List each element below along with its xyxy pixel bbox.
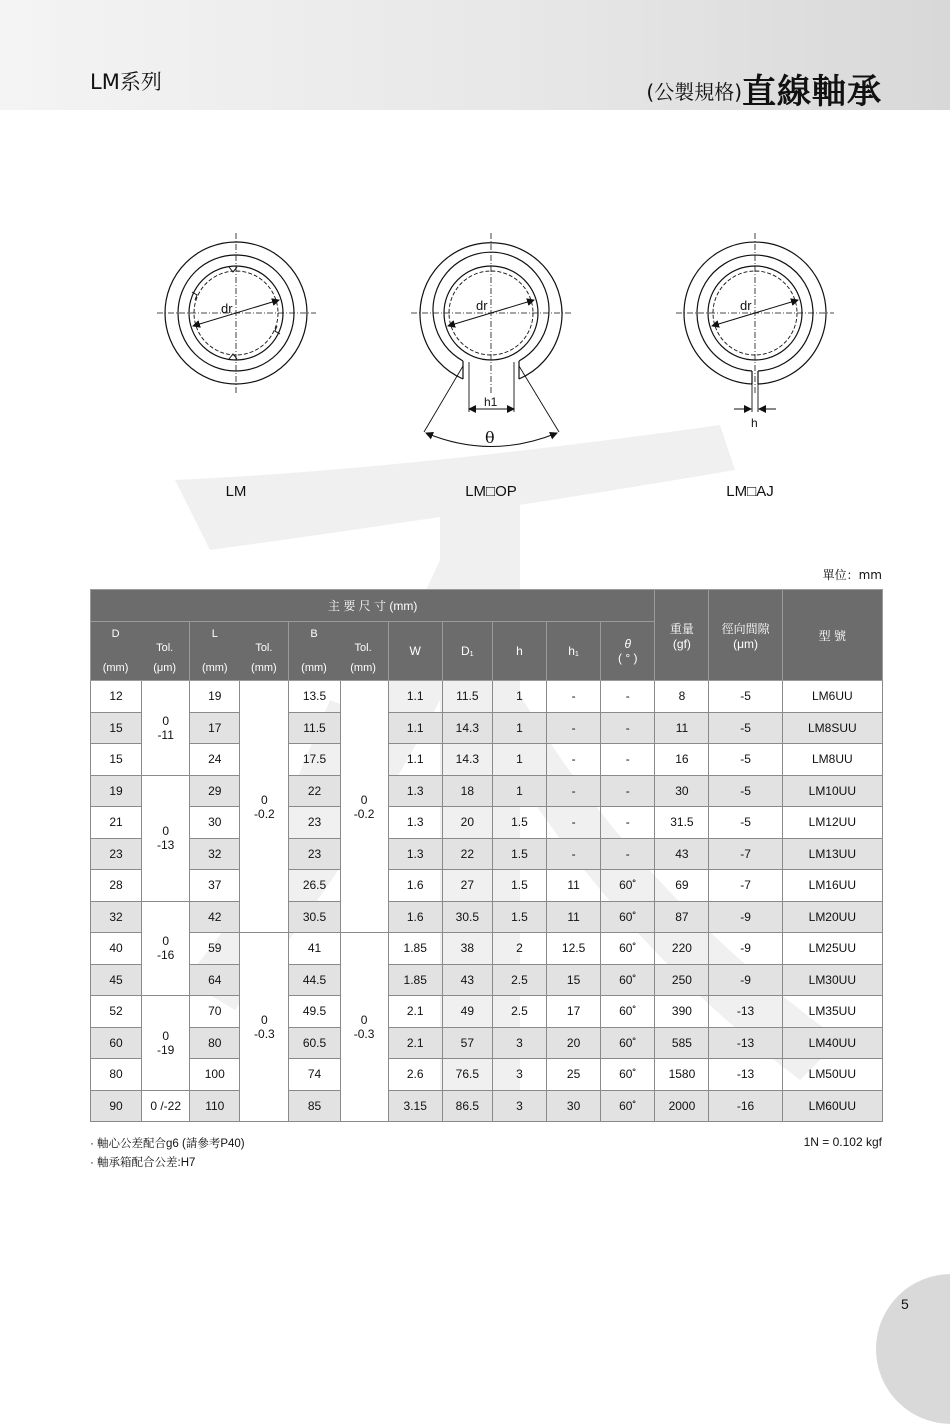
cell-weight: 8 <box>655 681 709 713</box>
cell-h: 1 <box>492 681 546 713</box>
table-row <box>91 744 883 776</box>
table-row <box>91 775 883 807</box>
cell-D: 15 <box>91 712 142 744</box>
cell-model: LM50UU <box>782 1059 882 1091</box>
spec-table <box>90 589 883 1122</box>
cell-B: 13.5 <box>289 681 340 713</box>
cell-D: 12 <box>91 681 142 713</box>
cell-clearance: -13 <box>709 1059 782 1091</box>
cell-theta: 60˚ <box>601 996 655 1028</box>
cell-model: LM10UU <box>782 775 882 807</box>
cell-D: 23 <box>91 838 142 870</box>
header-h: h <box>492 622 546 681</box>
cell-h1: 11 <box>547 901 601 933</box>
diagram-label-lm: LM <box>225 483 247 500</box>
cell-B: 44.5 <box>289 964 340 996</box>
cell-B: 41 <box>289 933 340 965</box>
header-D1: D₁ <box>442 622 492 681</box>
cell-clearance: -16 <box>709 1090 782 1122</box>
cell-h1: 25 <box>547 1059 601 1091</box>
cell-model: LM60UU <box>782 1090 882 1122</box>
cell-tol-D: 0 -16 <box>142 901 190 996</box>
cell-theta: - <box>601 807 655 839</box>
cell-model: LM40UU <box>782 1027 882 1059</box>
cell-D: 21 <box>91 807 142 839</box>
cell-D1: 14.3 <box>442 744 492 776</box>
header-main-dimensions: 主 要 尺 寸 (mm) <box>91 590 655 622</box>
cell-model: LM13UU <box>782 838 882 870</box>
header-model: 型 號 <box>782 590 882 681</box>
cell-theta: 60˚ <box>601 870 655 902</box>
cell-h1: 20 <box>547 1027 601 1059</box>
cell-B: 30.5 <box>289 901 340 933</box>
cell-B: 22 <box>289 775 340 807</box>
cell-B: 11.5 <box>289 712 340 744</box>
cell-clearance: -9 <box>709 901 782 933</box>
cell-weight: 87 <box>655 901 709 933</box>
cell-W: 2.1 <box>388 1027 442 1059</box>
cell-D1: 38 <box>442 933 492 965</box>
cell-weight: 585 <box>655 1027 709 1059</box>
cell-h: 3 <box>492 1090 546 1122</box>
cell-weight: 31.5 <box>655 807 709 839</box>
cell-h1: - <box>547 807 601 839</box>
table-row <box>91 870 883 902</box>
cell-weight: 250 <box>655 964 709 996</box>
cell-L: 70 <box>190 996 240 1028</box>
cell-clearance: -5 <box>709 807 782 839</box>
cell-model: LM25UU <box>782 933 882 965</box>
page-title-main: 直線軸承 <box>742 72 882 112</box>
cell-D1: 49 <box>442 996 492 1028</box>
notes <box>90 1135 245 1173</box>
cell-h1: 30 <box>547 1090 601 1122</box>
note-shaft: · 軸心公差配合g6 (請參考P40) <box>90 1138 245 1150</box>
unit-note: 單位：mm <box>822 568 882 582</box>
cell-model: LM12UU <box>782 807 882 839</box>
cell-B: 85 <box>289 1090 340 1122</box>
cell-tol-B: 0 -0.3 <box>340 933 388 1122</box>
cell-model: LM30UU <box>782 964 882 996</box>
cell-tol-D: 0 -11 <box>142 681 190 776</box>
header-W: W <box>388 622 442 681</box>
cell-L: 17 <box>190 712 240 744</box>
cell-h: 3 <box>492 1027 546 1059</box>
cell-h: 3 <box>492 1059 546 1091</box>
cell-tol-L: 0 -0.2 <box>240 681 289 933</box>
cell-D1: 20 <box>442 807 492 839</box>
cell-B: 74 <box>289 1059 340 1091</box>
table-row <box>91 964 883 996</box>
cell-h: 2.5 <box>492 964 546 996</box>
dr-label-op: dr <box>476 298 488 313</box>
cell-W: 1.6 <box>388 901 442 933</box>
cell-model: LM8SUU <box>782 712 882 744</box>
cell-weight: 11 <box>655 712 709 744</box>
cell-theta: 60˚ <box>601 1027 655 1059</box>
cell-B: 23 <box>289 807 340 839</box>
cell-weight: 2000 <box>655 1090 709 1122</box>
cell-clearance: -9 <box>709 933 782 965</box>
cell-weight: 220 <box>655 933 709 965</box>
cell-tol-L: 0 -0.3 <box>240 933 289 1122</box>
cell-model: LM35UU <box>782 996 882 1028</box>
cell-theta: 60˚ <box>601 964 655 996</box>
cell-h: 1.5 <box>492 901 546 933</box>
cell-theta: - <box>601 838 655 870</box>
cell-h1: - <box>547 744 601 776</box>
cell-clearance: -7 <box>709 838 782 870</box>
cell-L: 110 <box>190 1090 240 1122</box>
series-title: LM系列 <box>90 70 162 94</box>
cell-D: 60 <box>91 1027 142 1059</box>
dr-label-lm: dr <box>221 301 233 316</box>
cell-W: 2.6 <box>388 1059 442 1091</box>
table-row <box>91 807 883 839</box>
cell-L: 100 <box>190 1059 240 1091</box>
theta-label: θ <box>485 428 495 447</box>
cell-weight: 30 <box>655 775 709 807</box>
cell-L: 59 <box>190 933 240 965</box>
cell-h: 1.5 <box>492 870 546 902</box>
cell-theta: 60˚ <box>601 933 655 965</box>
cell-D: 40 <box>91 933 142 965</box>
cell-weight: 69 <box>655 870 709 902</box>
unit-conversion: 1N = 0.102 kgf <box>803 1135 882 1149</box>
cell-h: 2 <box>492 933 546 965</box>
cell-h1: - <box>547 681 601 713</box>
cell-clearance: -13 <box>709 1027 782 1059</box>
diagram-lm <box>157 233 316 395</box>
cell-clearance: -7 <box>709 870 782 902</box>
cell-weight: 16 <box>655 744 709 776</box>
cell-W: 2.1 <box>388 996 442 1028</box>
cell-L: 37 <box>190 870 240 902</box>
cell-model: LM20UU <box>782 901 882 933</box>
table-row <box>91 1027 883 1059</box>
dr-label-aj: dr <box>740 298 752 313</box>
cell-L: 32 <box>190 838 240 870</box>
cell-tol-B: 0 -0.2 <box>340 681 388 933</box>
cell-tol-D: 0 -13 <box>142 775 190 901</box>
bearing-diagrams <box>0 0 950 560</box>
cell-weight: 1580 <box>655 1059 709 1091</box>
cell-h: 1.5 <box>492 807 546 839</box>
table-row <box>91 933 883 965</box>
cell-clearance: -13 <box>709 996 782 1028</box>
cell-W: 3.15 <box>388 1090 442 1122</box>
cell-D1: 57 <box>442 1027 492 1059</box>
cell-W: 1.1 <box>388 712 442 744</box>
cell-tol-D: 0 -19 <box>142 996 190 1091</box>
cell-D: 19 <box>91 775 142 807</box>
cell-clearance: -9 <box>709 964 782 996</box>
cell-D: 90 <box>91 1090 142 1122</box>
cell-h1: 11 <box>547 870 601 902</box>
cell-h1: - <box>547 838 601 870</box>
cell-D: 32 <box>91 901 142 933</box>
header-clearance: 徑向間隙 (μm) <box>709 590 782 681</box>
cell-model: LM16UU <box>782 870 882 902</box>
cell-clearance: -5 <box>709 744 782 776</box>
diagram-lm-aj <box>676 233 834 430</box>
cell-D1: 43 <box>442 964 492 996</box>
cell-model: LM8UU <box>782 744 882 776</box>
cell-L: 80 <box>190 1027 240 1059</box>
cell-W: 1.6 <box>388 870 442 902</box>
header-h1: h₁ <box>547 622 601 681</box>
cell-theta: - <box>601 744 655 776</box>
table-row <box>91 838 883 870</box>
diagram-lm-op <box>411 233 571 447</box>
page-number: 5 <box>901 1296 909 1312</box>
cell-L: 30 <box>190 807 240 839</box>
cell-tol-D: 0 /-22 <box>142 1090 190 1122</box>
cell-W: 1.1 <box>388 744 442 776</box>
cell-W: 1.85 <box>388 964 442 996</box>
cell-D1: 27 <box>442 870 492 902</box>
header-weight: 重量 (gf) <box>655 590 709 681</box>
cell-W: 1.3 <box>388 775 442 807</box>
cell-h: 1.5 <box>492 838 546 870</box>
page-title-sub: (公製規格) <box>646 80 742 104</box>
cell-h: 1 <box>492 775 546 807</box>
cell-D1: 11.5 <box>442 681 492 713</box>
cell-h1: - <box>547 775 601 807</box>
cell-W: 1.3 <box>388 807 442 839</box>
cell-D: 80 <box>91 1059 142 1091</box>
note-housing: · 軸承箱配合公差:H7 <box>90 1157 196 1169</box>
cell-h1: 12.5 <box>547 933 601 965</box>
cell-theta: - <box>601 775 655 807</box>
cell-L: 42 <box>190 901 240 933</box>
cell-D1: 14.3 <box>442 712 492 744</box>
table-row <box>91 1059 883 1091</box>
cell-B: 60.5 <box>289 1027 340 1059</box>
cell-B: 17.5 <box>289 744 340 776</box>
cell-theta: - <box>601 681 655 713</box>
cell-theta: 60˚ <box>601 1059 655 1091</box>
cell-h1: 17 <box>547 996 601 1028</box>
table-row <box>91 681 883 713</box>
cell-clearance: -5 <box>709 712 782 744</box>
h-label: h <box>751 416 758 430</box>
diagram-label-lm-op: LM□OP <box>465 483 517 500</box>
cell-theta: 60˚ <box>601 901 655 933</box>
cell-theta: - <box>601 712 655 744</box>
cell-clearance: -5 <box>709 775 782 807</box>
cell-L: 64 <box>190 964 240 996</box>
cell-L: 19 <box>190 681 240 713</box>
cell-D1: 86.5 <box>442 1090 492 1122</box>
cell-D1: 76.5 <box>442 1059 492 1091</box>
table-row <box>91 996 883 1028</box>
cell-h1: - <box>547 712 601 744</box>
table-row <box>91 712 883 744</box>
table-row <box>91 1090 883 1122</box>
cell-h: 1 <box>492 744 546 776</box>
cell-D1: 22 <box>442 838 492 870</box>
cell-D: 52 <box>91 996 142 1028</box>
cell-h: 1 <box>492 712 546 744</box>
cell-D: 45 <box>91 964 142 996</box>
cell-L: 29 <box>190 775 240 807</box>
header-theta: θ ( ° ) <box>601 622 655 681</box>
cell-B: 23 <box>289 838 340 870</box>
cell-B: 26.5 <box>289 870 340 902</box>
header-D: D Tol. (mm) (μm) <box>91 622 190 681</box>
cell-D1: 18 <box>442 775 492 807</box>
cell-h: 2.5 <box>492 996 546 1028</box>
header-B: B Tol. (mm) (mm) <box>289 622 388 681</box>
cell-weight: 43 <box>655 838 709 870</box>
cell-theta: 60˚ <box>601 1090 655 1122</box>
cell-W: 1.1 <box>388 681 442 713</box>
cell-D: 28 <box>91 870 142 902</box>
cell-W: 1.85 <box>388 933 442 965</box>
cell-weight: 390 <box>655 996 709 1028</box>
cell-model: LM6UU <box>782 681 882 713</box>
cell-clearance: -5 <box>709 681 782 713</box>
cell-D: 15 <box>91 744 142 776</box>
diagram-label-lm-aj: LM□AJ <box>726 483 774 500</box>
cell-D1: 30.5 <box>442 901 492 933</box>
cell-W: 1.3 <box>388 838 442 870</box>
cell-L: 24 <box>190 744 240 776</box>
header-L: L Tol. (mm) (mm) <box>190 622 289 681</box>
cell-B: 49.5 <box>289 996 340 1028</box>
table-row <box>91 901 883 933</box>
h1-label: h1 <box>484 395 498 409</box>
cell-h1: 15 <box>547 964 601 996</box>
